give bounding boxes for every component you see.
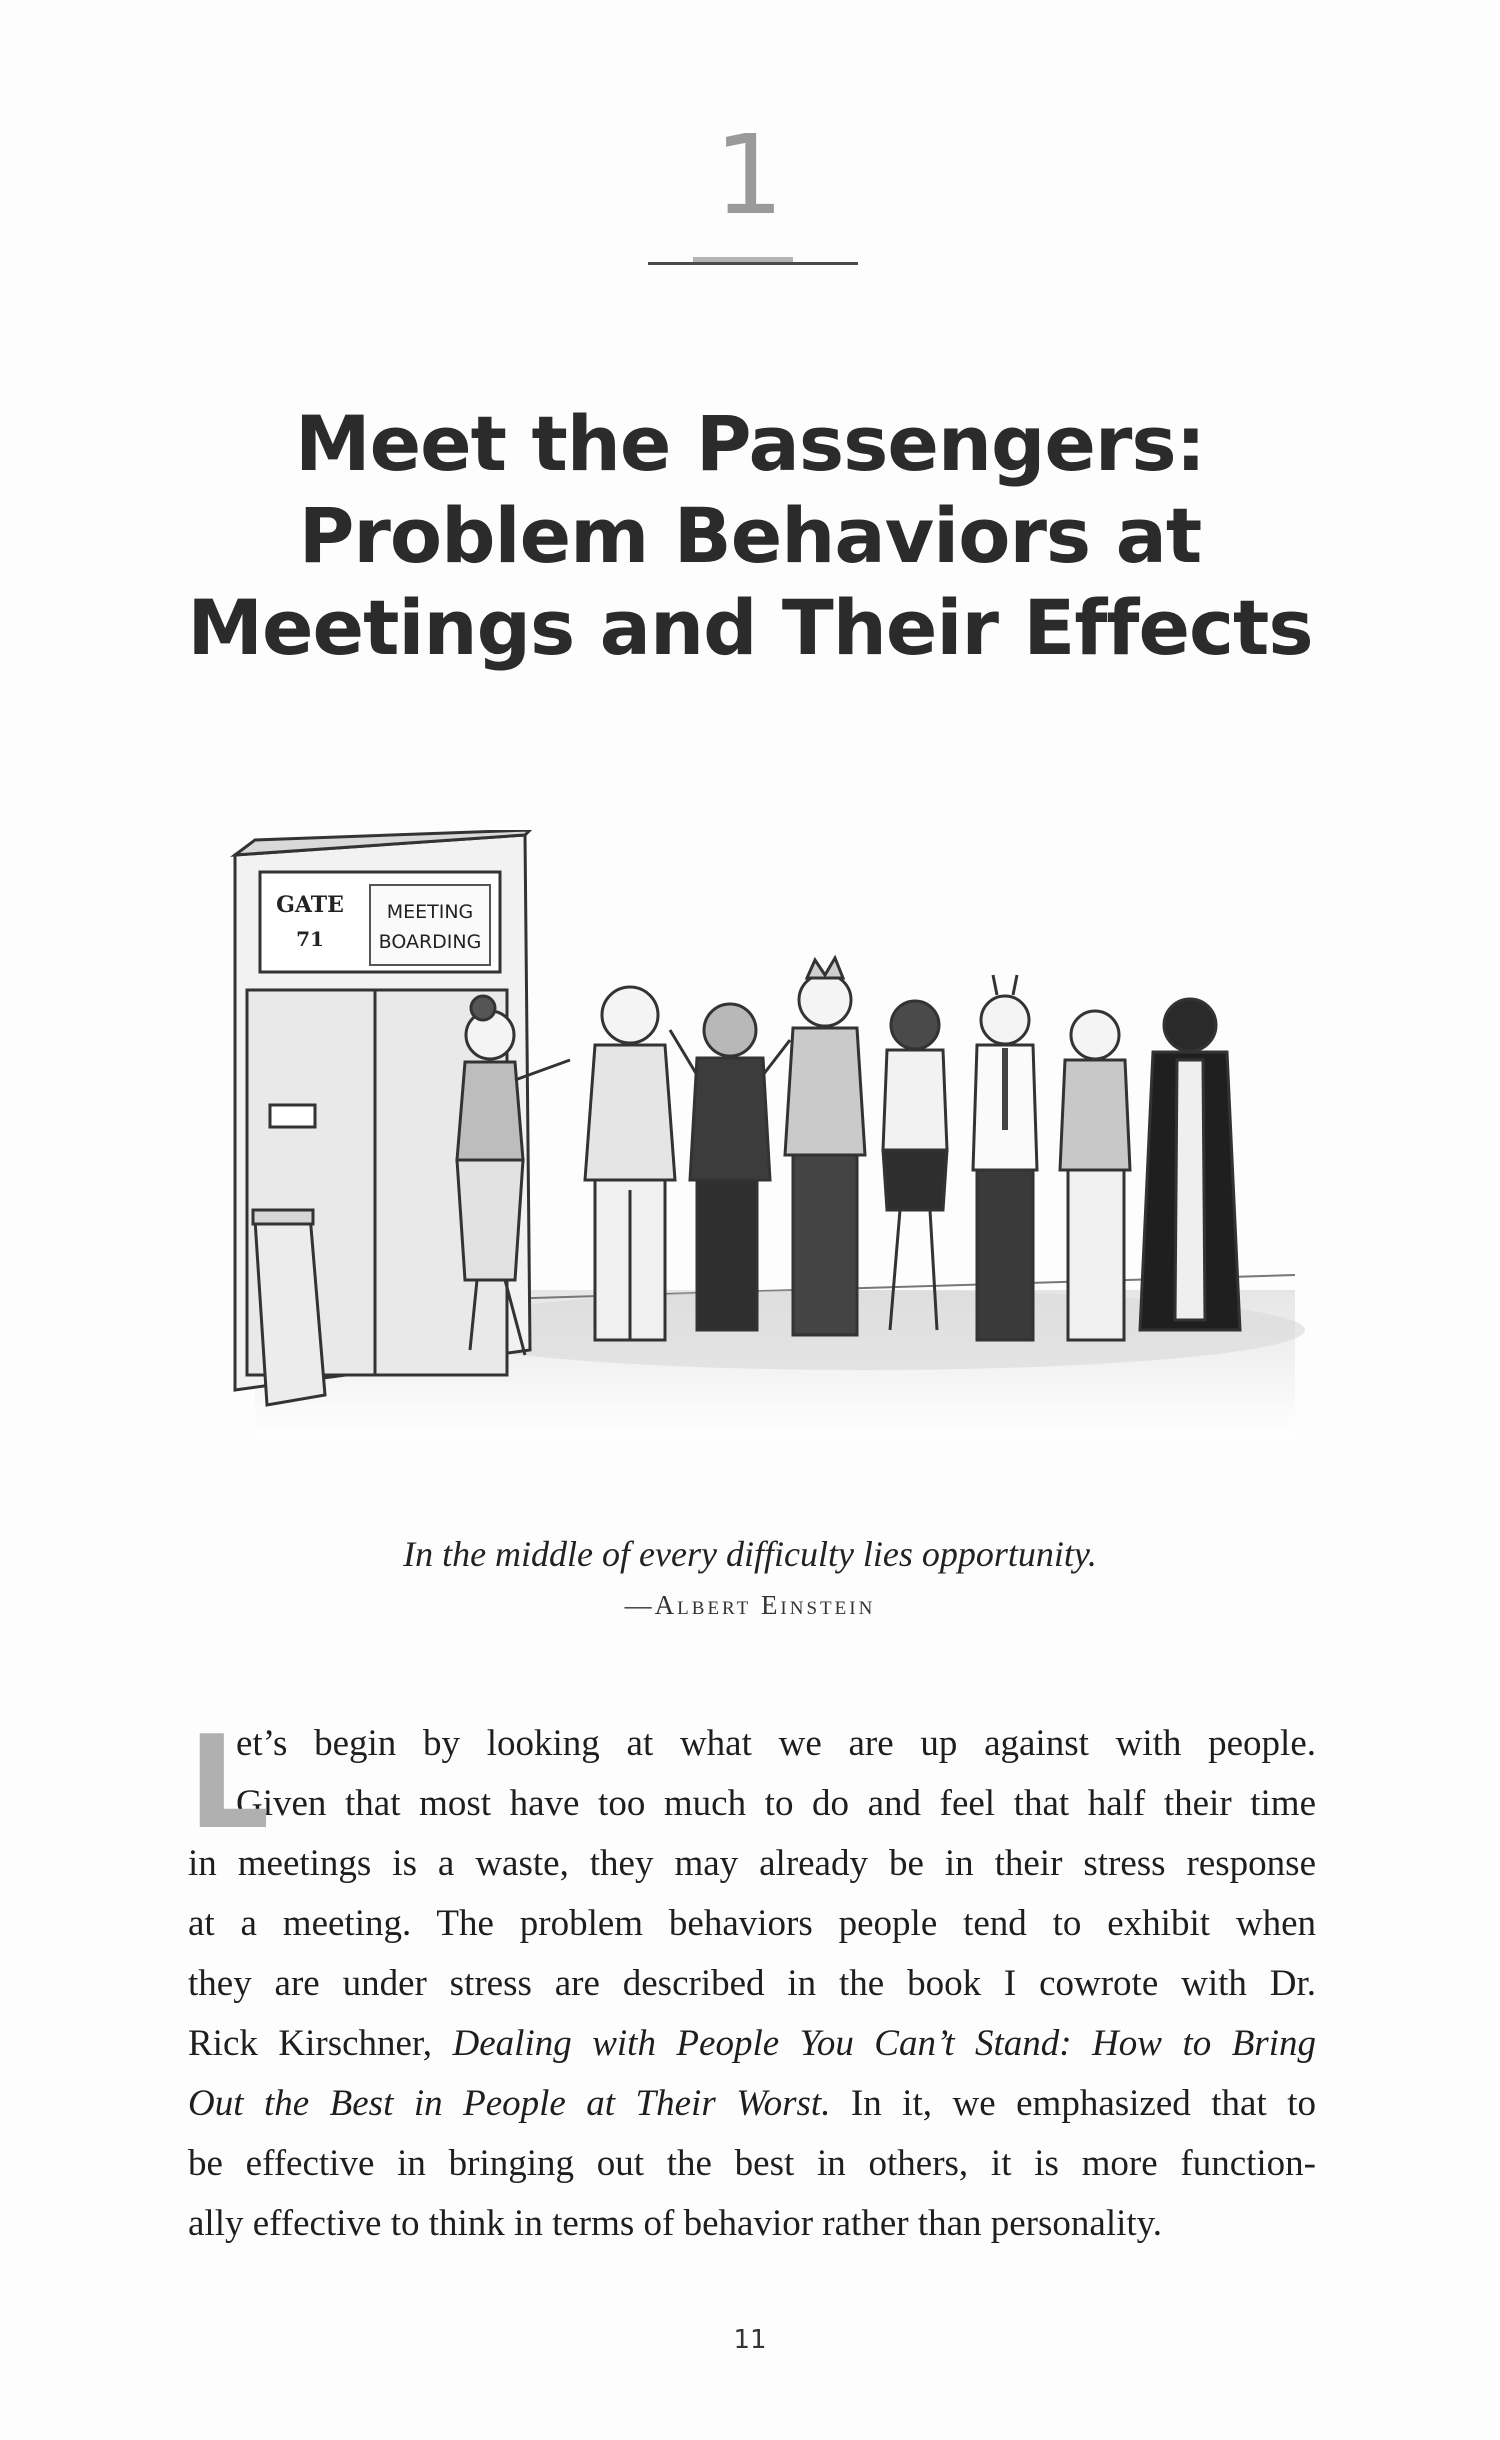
sign-gate-label: GATE bbox=[276, 892, 344, 918]
passenger-woman-in-robe bbox=[1140, 999, 1240, 1330]
body-line-2: Given that most have too much to do and feel that half their time bbox=[236, 1783, 1316, 1824]
body-paragraph bbox=[188, 1709, 1316, 2254]
body-line-9: ally effective to think in terms of behavior rather than personality. bbox=[188, 2203, 1163, 2244]
body-line-6-text: Rick Kirschner, bbox=[188, 2023, 453, 2064]
body-line-3: in meetings is a waste, they may already be in their stress response bbox=[188, 1843, 1316, 1884]
sign-gate-number: 71 bbox=[296, 927, 324, 951]
chapter-title bbox=[0, 398, 1500, 674]
boarding-gate-illustration bbox=[225, 830, 1305, 1470]
body-line-4: at a meeting. The problem behaviors people tend to exhibit when bbox=[188, 1903, 1316, 1944]
body-line-7-text: In it, we emphasized that to bbox=[830, 2083, 1316, 2124]
passenger-older-man-sweater bbox=[1060, 1011, 1130, 1340]
chapter-number-rule bbox=[648, 262, 858, 265]
chapter-title-line-2: Problem Behaviors at bbox=[298, 491, 1202, 580]
chapter-title-line-3: Meetings and Their Effects bbox=[187, 583, 1313, 672]
body-line-7 bbox=[188, 2074, 1316, 2134]
sign-line-boarding: BOARDING bbox=[378, 931, 482, 953]
epigraph-author: —Albert Einstein bbox=[624, 1590, 876, 1620]
chapter-number: 1 bbox=[714, 111, 786, 239]
passenger-older-man-arms-crossed bbox=[585, 987, 675, 1340]
body-line-1: et’s begin by looking at what we are up against with people. bbox=[236, 1723, 1316, 1764]
book-title-part-1: Dealing with People You Can’t Stand: How to Bring bbox=[452, 2023, 1316, 2064]
epigraph-quote: In the middle of every difficulty lies opportunity. bbox=[403, 1534, 1097, 1574]
passenger-woman-hand-over-mouth bbox=[883, 1001, 947, 1330]
epigraph bbox=[0, 1532, 1500, 1621]
passenger-man-with-crown bbox=[785, 958, 865, 1335]
passenger-man-with-tie bbox=[973, 975, 1037, 1340]
body-line-6 bbox=[188, 2014, 1316, 2074]
page-number: 11 bbox=[733, 2325, 767, 2355]
body-line-5: they are under stress are described in the book I cowrote with Dr. bbox=[188, 1963, 1316, 2004]
sign-line-meeting: MEETING bbox=[386, 901, 474, 923]
book-title-part-2: Out the Best in People at Their Worst. bbox=[188, 2083, 831, 2124]
body-line-8: be effective in bringing out the best in others, it is more function- bbox=[188, 2143, 1316, 2184]
drop-cap-letter: L bbox=[188, 1709, 270, 1858]
chapter-title-line-1: Meet the Passengers: bbox=[294, 399, 1206, 488]
passenger-man-shrugging bbox=[670, 1004, 790, 1330]
gate-sign bbox=[260, 872, 500, 972]
